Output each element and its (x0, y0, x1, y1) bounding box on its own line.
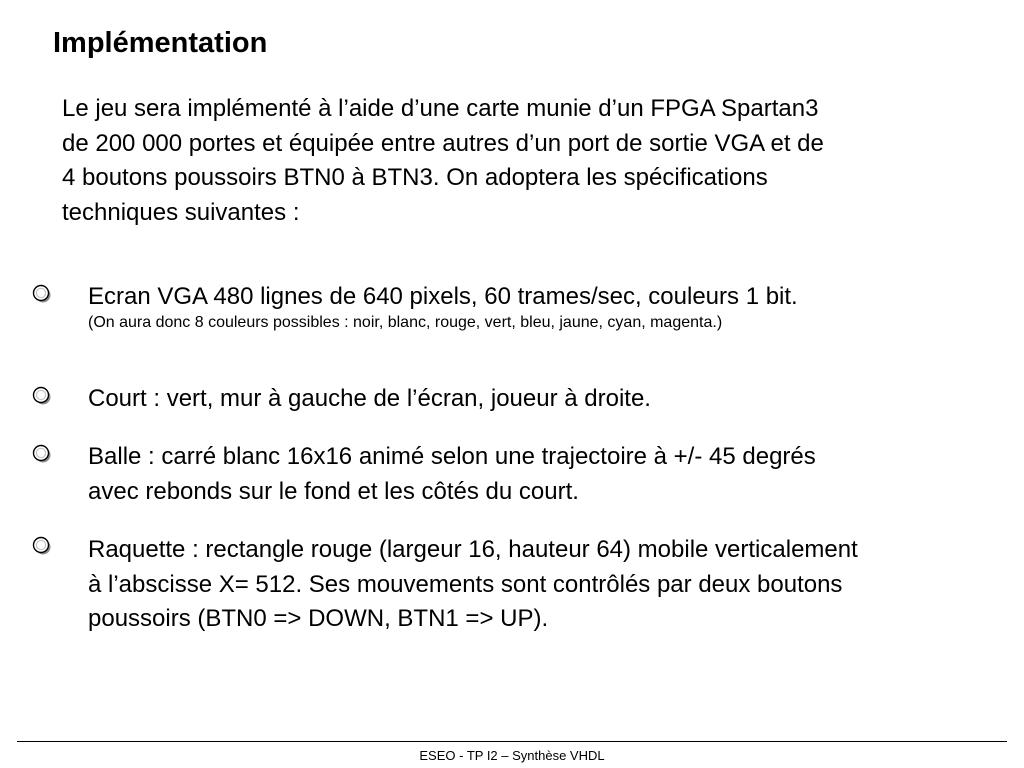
intro-line: de 200 000 portes et équipée entre autres d’un port de sortie VGA et de (62, 129, 824, 157)
list-item-line: Balle : carré blanc 16x16 animé selon une trajectoire à +/- 45 degrés (88, 443, 816, 470)
hollow-circle-bullet-icon (31, 443, 53, 465)
intro-line: Le jeu sera implémenté à l’aide d’une carte munie d’un FPGA Spartan3 (62, 95, 819, 122)
intro-line: techniques suivantes : (62, 198, 300, 226)
hollow-circle-bullet-icon (31, 535, 53, 557)
list-item-text (88, 440, 1008, 509)
list-item-line: poussoirs (BTN0 => DOWN, BTN1 => UP). (88, 605, 549, 632)
list-item-line: Court : vert, mur à gauche de l’écran, joueur à droite. (88, 385, 651, 412)
list-item-text (88, 280, 1008, 334)
list-item-line: Ecran VGA 480 lignes de 640 pixels, 60 trames/sec, couleurs 1 bit. (88, 283, 798, 310)
list-item-line: Raquette : rectangle rouge (largeur 16, hauteur 64) mobile verticalement (88, 536, 858, 563)
hollow-circle-bullet-icon (31, 385, 53, 407)
intro-line: 4 boutons poussoirs BTN0 à BTN3. On adoptera les spécifications (62, 164, 768, 191)
page-title: Implémentation (53, 27, 268, 59)
footer-divider (17, 741, 1007, 742)
list-item-note: (On aura donc 8 couleurs possibles : noir, blanc, rouge, vert, bleu, jaune, cyan, magenta.) (88, 313, 723, 331)
list-item-text (88, 533, 1008, 637)
list-item-line: avec rebonds sur le fond et les côtés du court. (88, 477, 579, 505)
list-item-line: à l’abscisse X= 512. Ses mouvements sont contrôlés par deux boutons (88, 570, 843, 598)
footer-text: ESEO - TP I2 – Synthèse VHDL (419, 748, 605, 763)
hollow-circle-bullet-icon (31, 283, 53, 305)
list-item-text (88, 382, 1008, 417)
